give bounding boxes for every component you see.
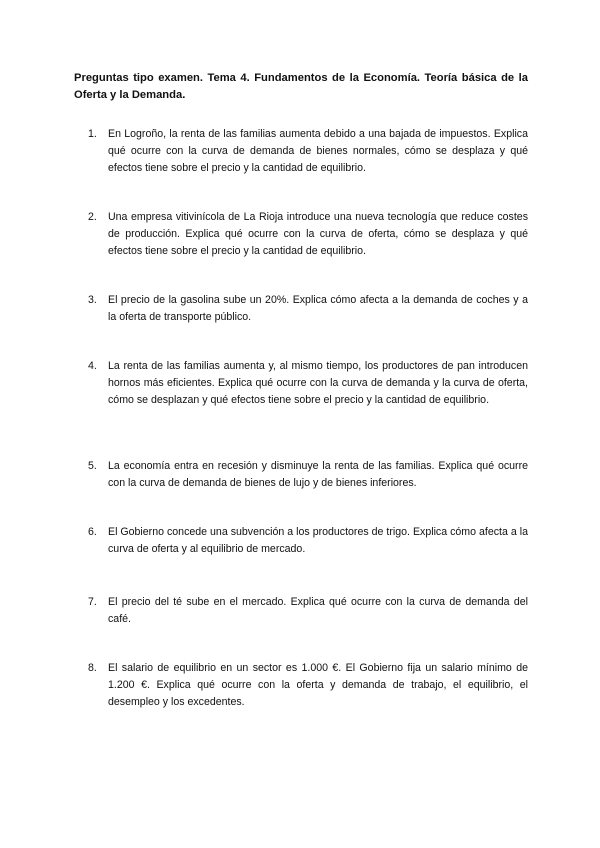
question-number: 5. (88, 460, 97, 472)
question-text: El precio del té sube en el mercado. Explica qué ocurre con la curva de demanda del café. (108, 596, 528, 625)
question-number: 6. (88, 526, 97, 538)
question-number: 1. (88, 128, 97, 140)
question-item (88, 358, 528, 409)
question-item (88, 524, 528, 558)
question-text: En Logroño, la renta de las familias aumenta debido a una bajada de impuestos. Explica qué ocurre con la curva de demanda de bienes normales, cómo se desplaza y qué efectos tiene sobre el precio y la cantidad de equilibrio. (108, 128, 528, 174)
question-item (88, 458, 528, 492)
question-number: 4. (88, 360, 97, 372)
question-number: 7. (88, 596, 97, 608)
question-text: La economía entra en recesión y disminuye la renta de las familias. Explica qué ocurre con la curva de demanda de bienes de lujo y de bienes inferiores. (108, 460, 528, 489)
question-text: La renta de las familias aumenta y, al mismo tiempo, los productores de pan introducen hornos más eficientes. Explica qué ocurre con la curva de demanda y la curva de oferta, cómo se desplazan y qué efectos tiene sobre el precio y la cantidad de equilibrio. (108, 360, 528, 406)
question-text: Una empresa vitivinícola de La Rioja introduce una nueva tecnología que reduce costes de producción. Explica qué ocurre con la curva de oferta, cómo se desplaza y qué efectos tiene sobre el precio y la cantidad de equilibrio. (108, 211, 528, 257)
question-item (88, 292, 528, 326)
question-number: 2. (88, 211, 97, 223)
question-item (88, 660, 528, 711)
question-text: El precio de la gasolina sube un 20%. Explica cómo afecta a la demanda de coches y a la oferta de transporte público. (108, 294, 528, 323)
question-number: 8. (88, 662, 97, 674)
question-item (88, 126, 528, 177)
question-text: El salario de equilibrio en un sector es 1.000 €. El Gobierno fija un salario mínimo de 1.200 €. Explica qué ocurre con la oferta y demanda de trabajo, el equilibrio, el desempleo y los excedentes. (108, 662, 528, 708)
question-item (88, 594, 528, 628)
document-title: Preguntas tipo examen. Tema 4. Fundamentos de la Economía. Teoría básica de la Oferta y la Demanda. (74, 72, 528, 101)
question-text: El Gobierno concede una subvención a los productores de trigo. Explica cómo afecta a la curva de oferta y al equilibrio de mercado. (108, 526, 528, 555)
question-number: 3. (88, 294, 97, 306)
question-item (88, 209, 528, 260)
